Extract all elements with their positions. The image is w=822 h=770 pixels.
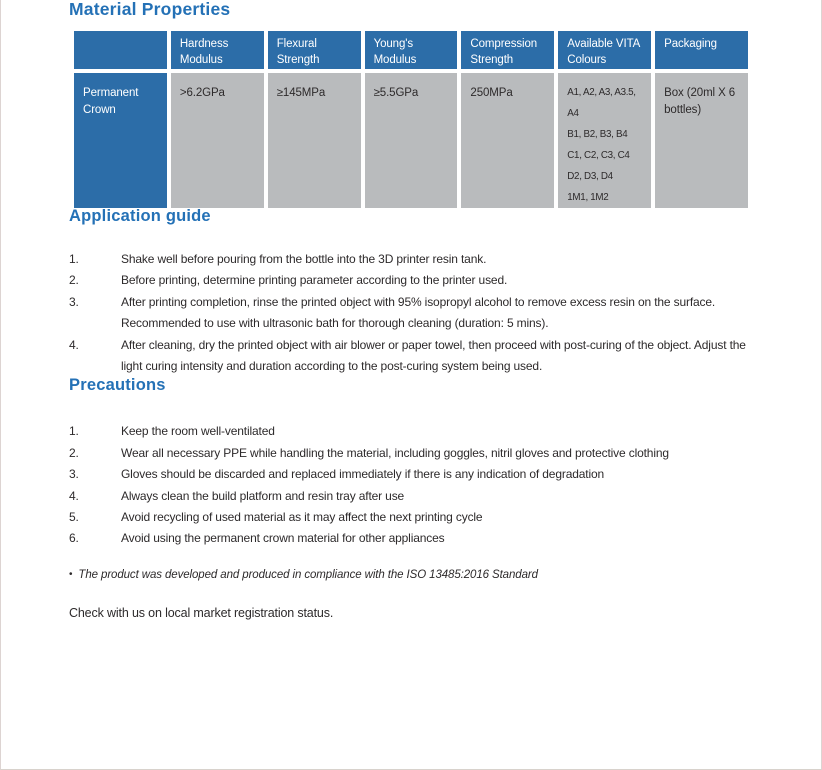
list-item-number: 4. xyxy=(69,337,79,352)
list-item xyxy=(69,507,769,528)
list-item xyxy=(69,270,759,291)
list-item-text: Shake well before pouring from the bottle into the 3D printer resin tank. xyxy=(121,252,487,266)
vita-line: C1, C2, C3, C4 xyxy=(567,150,630,161)
table-header-hardness-modulus: Hardness Modulus xyxy=(171,31,264,69)
material-properties-table xyxy=(74,31,748,208)
list-item xyxy=(69,528,769,549)
iso-compliance-footnote xyxy=(69,569,751,581)
table-cell-compression-strength: 250MPa xyxy=(461,73,554,208)
list-item xyxy=(69,443,769,464)
vita-line: 1M1, 1M2 xyxy=(567,192,609,203)
list-item xyxy=(69,249,759,270)
application-guide-title: Application guide xyxy=(69,207,211,225)
registration-note: Check with us on local market registration status. xyxy=(69,605,334,620)
list-item-text: After printing completion, rinse the printed object with 95% isopropyl alcohol to remove excess resin on the surface. Recommended to use with ultrasonic bath for thorough cleaning (duration: 5 mins). xyxy=(121,294,716,331)
vita-line: D2, D3, D4 xyxy=(567,171,613,182)
vita-line: A1, A2, A3, A3.5, A4 xyxy=(567,87,636,119)
material-properties-title: Material Properties xyxy=(69,0,231,19)
list-item-number: 6. xyxy=(69,531,79,546)
list-item-number: 2. xyxy=(69,273,79,288)
table-header-empty xyxy=(74,31,167,69)
page-content xyxy=(1,0,821,623)
list-item-text: Before printing, determine printing parameter according to the printer used. xyxy=(121,273,508,288)
list-item xyxy=(69,421,769,442)
table-cell-packaging: Box (20ml X 6 bottles) xyxy=(655,73,748,208)
table-header-vita-colours: Available VITA Colours xyxy=(558,31,651,69)
precautions-list xyxy=(69,421,769,549)
list-item-number: 4. xyxy=(69,488,79,503)
table-cell-flexural-strength: ≥145MPa xyxy=(268,73,361,208)
table-cell-hardness-modulus: >6.2GPa xyxy=(171,73,264,208)
list-item-number: 5. xyxy=(69,510,79,525)
list-item-text: Avoid using the permanent crown material for other appliances xyxy=(121,531,445,546)
list-item xyxy=(69,464,769,485)
table-header-youngs-modulus: Young's Modulus xyxy=(365,31,458,69)
list-item-text: Keep the room well-ventilated xyxy=(121,424,275,439)
list-item-number: 3. xyxy=(69,467,79,482)
list-item-text: Always clean the build platform and resin tray after use xyxy=(121,488,405,503)
list-item xyxy=(69,292,759,335)
application-guide-list xyxy=(69,249,759,377)
footnote-text: The product was developed and produced in compliance with the ISO 13485:2016 Standard xyxy=(78,568,538,581)
list-item xyxy=(69,486,769,507)
table-cell-vita-colours xyxy=(558,73,651,208)
bullet-icon: • xyxy=(69,568,73,580)
list-item-text: Avoid recycling of used material as it may affect the next printing cycle xyxy=(121,510,483,525)
list-item-text: Wear all necessary PPE while handling the material, including goggles, nitril gloves and protective clothing xyxy=(121,445,669,460)
table-cell-youngs-modulus: ≥5.5GPa xyxy=(365,73,458,208)
vita-line: B1, B2, B3, B4 xyxy=(567,129,628,140)
list-item-number: 1. xyxy=(69,424,79,439)
precautions-title: Precautions xyxy=(69,376,166,395)
list-item-number: 2. xyxy=(69,445,79,460)
table-header-flexural-strength: Flexural Strength xyxy=(268,31,361,69)
table-header-compression-strength: Compression Strength xyxy=(461,31,554,69)
list-item-number: 1. xyxy=(69,252,79,266)
list-item-text: Gloves should be discarded and replaced immediately if there is any indication of degradation xyxy=(121,467,605,482)
list-item-number: 3. xyxy=(69,294,79,309)
list-item xyxy=(69,335,759,378)
table-row-label-permanent-crown: Permanent Crown xyxy=(74,73,167,208)
table-header-packaging: Packaging xyxy=(655,31,748,69)
list-item-text: After cleaning, dry the printed object with air blower or paper towel, then proceed with post-curing of the object. Adjust the light curing intensity and duration according to the post-curing system being used. xyxy=(121,337,746,374)
